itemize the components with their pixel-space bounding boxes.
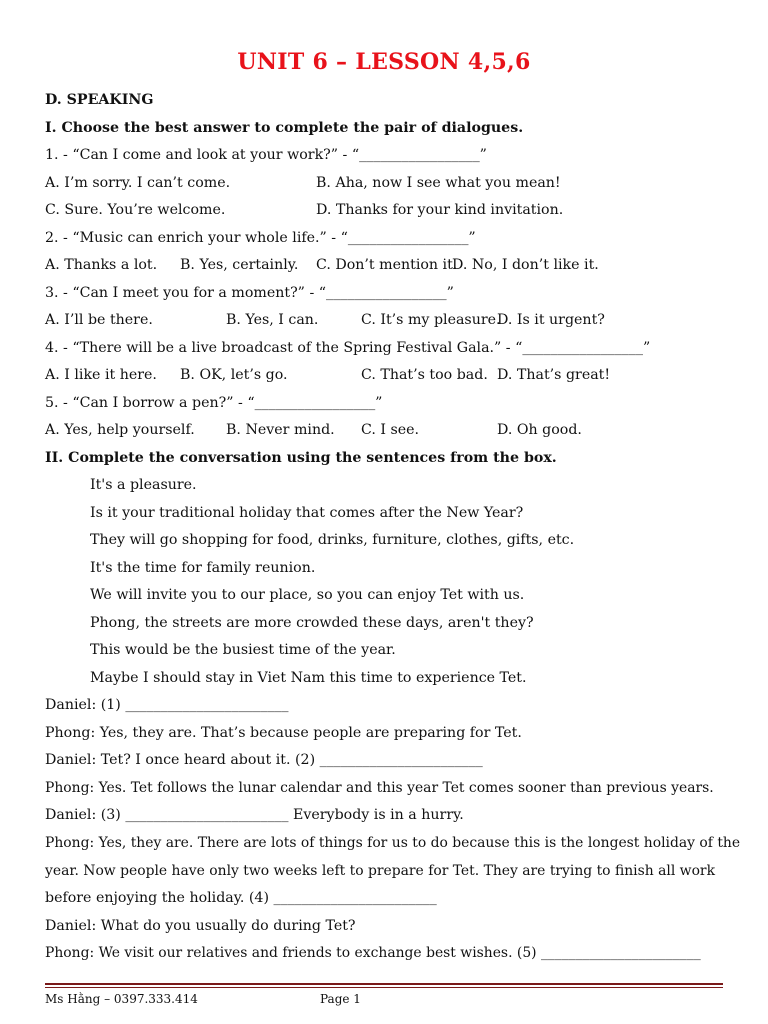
dialogue-line: Daniel: What do you usually do during Tet? — [45, 918, 356, 934]
dialogue-line: before enjoying the holiday. (4) _______________________ — [45, 890, 437, 906]
footer-author: Ms Hằng – 0397.333.414 — [45, 992, 198, 1006]
box-sentence: This would be the busiest time of the year. — [90, 642, 396, 658]
q4-option-a: A. I like it here. — [45, 367, 157, 383]
q1-option-a: A. I’m sorry. I can’t come. — [45, 175, 231, 191]
box-sentence: It's the time for family reunion. — [90, 560, 316, 576]
q5-option-c: C. I see. — [361, 422, 420, 438]
dialogue-line: Phong: Yes. Tet follows the lunar calendar and this year Tet comes sooner than previous years. — [45, 780, 714, 796]
question-3: 3. - “Can I meet you for a moment?” - “_________________” — [45, 285, 454, 301]
dialogue-line: Daniel: (1) _______________________ — [45, 697, 289, 713]
question-2: 2. - “Music can enrich your whole life.” - “_________________” — [45, 230, 476, 246]
q2-option-c: C. Don’t mention it. — [316, 257, 458, 273]
box-sentence: Phong, the streets are more crowded these days, aren't they? — [90, 615, 534, 631]
q3-option-d: D. Is it urgent? — [497, 312, 605, 328]
dialogue-line: year. Now people have only two weeks left to prepare for Tet. They are trying to finish all work — [45, 863, 715, 879]
q4-option-d: D. That’s great! — [497, 367, 611, 383]
box-sentence: Maybe I should stay in Viet Nam this time to experience Tet. — [90, 670, 527, 686]
q3-option-a: A. I’ll be there. — [45, 312, 153, 328]
box-sentence: It's a pleasure. — [90, 477, 197, 493]
dialogue-line: Daniel: Tet? I once heard about it. (2) _______________________ — [45, 752, 483, 768]
q3-option-b: B. Yes, I can. — [226, 312, 319, 328]
dialogue-line: Daniel: (3) _______________________ Everybody is in a hurry. — [45, 807, 464, 823]
q2-option-a: A. Thanks a lot. — [45, 257, 158, 273]
q2-option-d: D. No, I don’t like it. — [452, 257, 599, 273]
box-sentence: We will invite you to our place, so you can enjoy Tet with us. — [90, 587, 525, 603]
q3-option-c: C. It’s my pleasure. — [361, 312, 501, 328]
box-sentence: Is it your traditional holiday that comes after the New Year? — [90, 505, 524, 521]
q5-option-a: A. Yes, help yourself. — [45, 422, 195, 438]
question-5: 5. - “Can I borrow a pen?” - “_________________” — [45, 395, 383, 411]
section-heading: D. SPEAKING — [45, 92, 154, 108]
q4-option-c: C. That’s too bad. — [361, 367, 488, 383]
q1-option-c: C. Sure. You’re welcome. — [45, 202, 226, 218]
footer-page-number: Page 1 — [320, 992, 361, 1006]
dialogue-line: Phong: We visit our relatives and friends to exchange best wishes. (5) _______________________ — [45, 945, 701, 961]
footer-divider-thin — [45, 987, 723, 988]
part1-heading: I. Choose the best answer to complete the pair of dialogues. — [45, 120, 524, 136]
q2-option-b: B. Yes, certainly. — [180, 257, 299, 273]
question-4: 4. - “There will be a live broadcast of the Spring Festival Gala.” - “_________________” — [45, 340, 651, 356]
q4-option-b: B. OK, let’s go. — [180, 367, 288, 383]
q5-option-b: B. Never mind. — [226, 422, 335, 438]
part2-heading: II. Complete the conversation using the sentences from the box. — [45, 450, 557, 466]
footer-divider — [45, 983, 723, 985]
page-title: UNIT 6 – LESSON 4,5,6 — [237, 49, 531, 75]
q1-option-d: D. Thanks for your kind invitation. — [316, 202, 564, 218]
dialogue-line: Phong: Yes, they are. There are lots of things for us to do because this is the longest holiday of the — [45, 835, 741, 851]
dialogue-line: Phong: Yes, they are. That’s because people are preparing for Tet. — [45, 725, 522, 741]
question-1: 1. - “Can I come and look at your work?” - “_________________” — [45, 147, 487, 163]
q1-option-b: B. Aha, now I see what you mean! — [316, 175, 561, 191]
box-sentence: They will go shopping for food, drinks, furniture, clothes, gifts, etc. — [90, 532, 575, 548]
q5-option-d: D. Oh good. — [497, 422, 582, 438]
